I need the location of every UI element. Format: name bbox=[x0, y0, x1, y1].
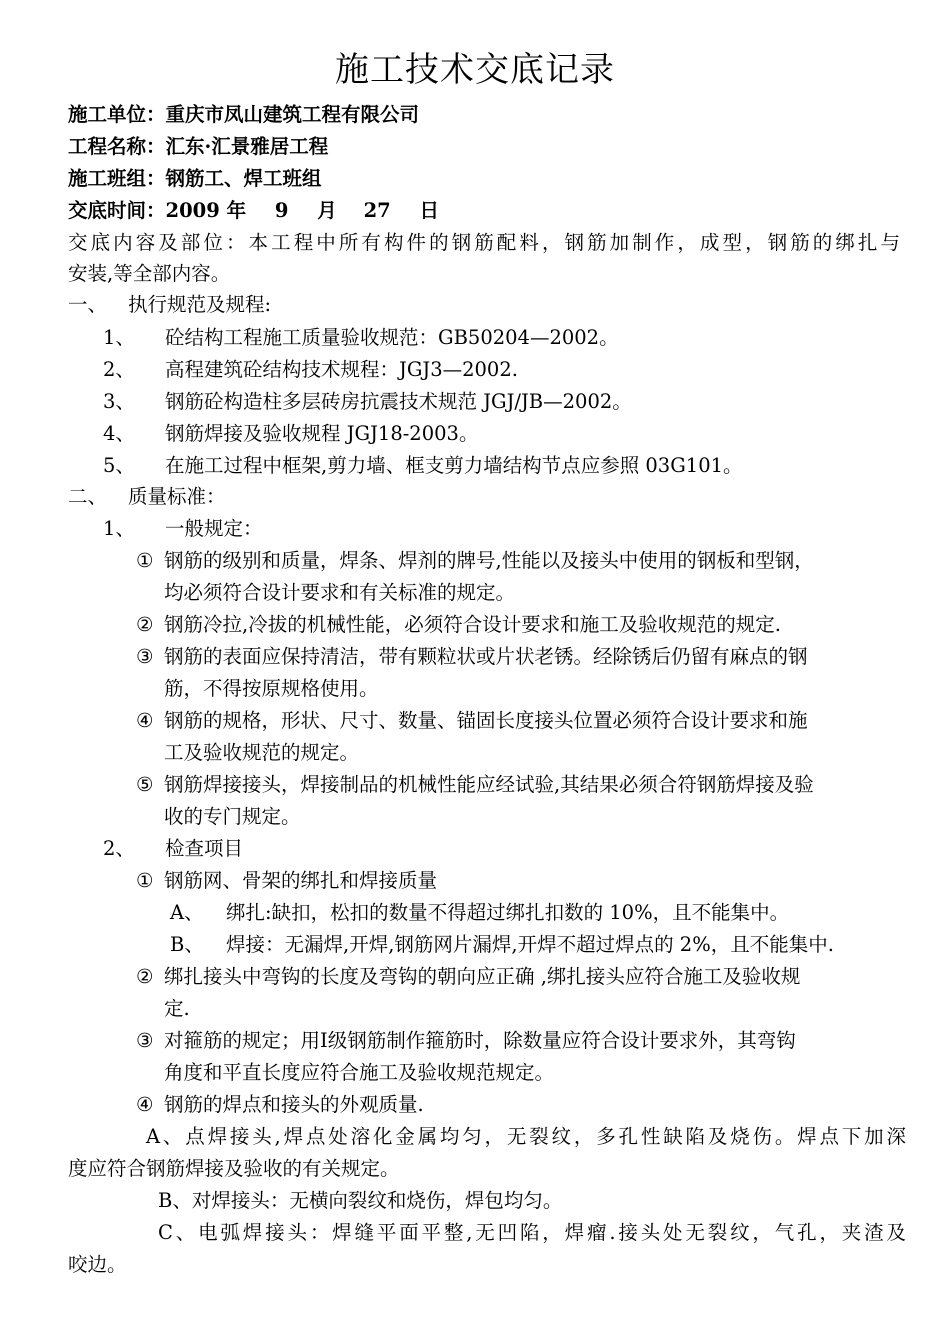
date-day: 27 bbox=[363, 199, 391, 222]
list-item bbox=[103, 451, 743, 481]
rule-text-continued: 收的专门规定。 bbox=[164, 805, 301, 828]
document-title: 施工技术交底记录 bbox=[335, 50, 615, 90]
intro-line-2: 安装,等全部内容。 bbox=[68, 262, 231, 285]
circled-number: ② bbox=[136, 965, 154, 988]
sub-mark: A、 bbox=[170, 901, 204, 924]
circled-number: ③ bbox=[136, 645, 154, 668]
rule-text-continued: 工及验收规范的规定。 bbox=[164, 741, 360, 764]
check-item bbox=[136, 962, 800, 992]
date-year-unit: 年 bbox=[226, 199, 247, 222]
arc-weld-paragraph-continued: 咬边。 bbox=[68, 1253, 127, 1276]
circled-number: ③ bbox=[136, 1029, 154, 1052]
item-text: 砼结构工程施工质量验收规范：GB50204—2002。 bbox=[165, 326, 619, 349]
check-text: 钢筋的焊点和接头的外观质量. bbox=[164, 1093, 424, 1116]
date-month: 9 bbox=[274, 199, 289, 222]
subsection2-heading bbox=[103, 834, 243, 864]
circled-number: ① bbox=[136, 549, 154, 572]
project-line bbox=[68, 132, 328, 162]
rule-item bbox=[136, 770, 814, 800]
rule-text-continued: 均必须符合设计要求和有关标准的规定。 bbox=[164, 581, 516, 604]
check-subitem-b bbox=[170, 930, 834, 960]
item-number: 4、 bbox=[103, 422, 135, 445]
check-text: 钢筋网、骨架的绑扎和焊接质量 bbox=[164, 869, 438, 892]
list-item bbox=[103, 419, 478, 449]
unit-line bbox=[68, 100, 419, 130]
subsection1-title: 一般规定： bbox=[165, 517, 263, 540]
item-number: 3、 bbox=[103, 390, 135, 413]
circled-number: ② bbox=[136, 613, 154, 636]
butt-weld-paragraph: B、对焊接头：无横向裂纹和烧伤，焊包均匀。 bbox=[158, 1189, 563, 1212]
date-day-unit: 日 bbox=[419, 199, 440, 222]
section2-heading bbox=[68, 482, 226, 512]
section2-title: 质量标准： bbox=[128, 485, 226, 508]
rule-item bbox=[136, 706, 808, 736]
section1-title: 执行规范及规程: bbox=[128, 293, 272, 316]
list-item bbox=[103, 355, 518, 385]
sub-text: 焊接：无漏焊,开焊,钢筋网片漏焊,开焊不超过焊点的 2%，且不能集中. bbox=[226, 933, 834, 956]
item-number: 5、 bbox=[103, 454, 135, 477]
date-month-unit: 月 bbox=[317, 199, 337, 222]
check-item bbox=[136, 866, 437, 896]
rule-item bbox=[136, 610, 781, 640]
date-label: 交底时间： bbox=[68, 199, 166, 222]
list-item bbox=[103, 323, 619, 353]
subsection1-heading bbox=[103, 514, 263, 544]
intro-line-1: 交底内容及部位：本工程中所有构件的钢筋配料，钢筋加制作，成型，钢筋的绑扎与 bbox=[68, 231, 900, 254]
circled-number: ④ bbox=[136, 709, 154, 732]
subsection2-number: 2、 bbox=[103, 837, 135, 860]
check-text: 绑扎接头中弯钩的长度及弯钩的朝向应正确 ,绑扎接头应符合施工及验收规 bbox=[164, 965, 801, 988]
rule-text: 钢筋焊接接头，焊接制品的机械性能应经试验,其结果必须合符钢筋焊接及验 bbox=[164, 773, 814, 796]
sub-text: 绑扎:缺扣，松扣的数量不得超过绑扎扣数的 10%，且不能集中。 bbox=[226, 901, 790, 924]
circled-number: ① bbox=[136, 869, 154, 892]
rule-item bbox=[136, 642, 808, 672]
item-text: 在施工过程中框架,剪力墙、框支剪力墙结构节点应参照 03G101。 bbox=[165, 454, 743, 477]
unit-value: 重庆市凤山建筑工程有限公司 bbox=[165, 103, 420, 126]
section1-number: 一、 bbox=[68, 293, 108, 316]
item-text: 钢筋砼构造柱多层砖房抗震技术规范 JGJ/JB—2002。 bbox=[165, 390, 632, 413]
rule-text: 钢筋的规格，形状、尺寸、数量、锚固长度接头位置必须符合设计要求和施 bbox=[164, 709, 808, 732]
rule-text: 钢筋冷拉,冷拔的机械性能，必须符合设计要求和施工及验收规范的规定. bbox=[164, 613, 781, 636]
section1-heading bbox=[68, 290, 271, 320]
item-number: 1、 bbox=[103, 326, 135, 349]
unit-label: 施工单位： bbox=[68, 103, 166, 126]
weld-point-paragraph: A、点焊接头,焊点处溶化金属均匀，无裂纹，多孔性缺陷及烧伤。焊点下加深 bbox=[146, 1125, 906, 1148]
team-label: 施工班组： bbox=[68, 167, 166, 190]
project-value: 汇东·汇景雅居工程 bbox=[165, 135, 329, 158]
check-text-continued: 定. bbox=[164, 997, 190, 1020]
project-label: 工程名称： bbox=[68, 135, 166, 158]
circled-number: ④ bbox=[136, 1093, 154, 1116]
item-number: 2、 bbox=[103, 358, 135, 381]
subsection2-title: 检查项目 bbox=[165, 837, 244, 860]
check-item bbox=[136, 1026, 796, 1056]
check-item bbox=[136, 1090, 424, 1120]
check-subitem-a bbox=[170, 898, 789, 928]
subsection1-number: 1、 bbox=[103, 517, 135, 540]
weld-point-paragraph-continued: 度应符合钢筋焊接及验收的有关规定。 bbox=[68, 1157, 400, 1180]
circled-number: ⑤ bbox=[136, 773, 154, 796]
team-value: 钢筋工、焊工班组 bbox=[165, 167, 322, 190]
date-year: 2009 bbox=[165, 199, 220, 222]
section2-number: 二、 bbox=[68, 485, 108, 508]
date-line bbox=[68, 196, 439, 226]
check-text-continued: 角度和平直长度应符合施工及验收规范规定。 bbox=[164, 1061, 555, 1084]
check-text: 对箍筋的规定；用Ⅰ级钢筋制作箍筋时，除数量应符合设计要求外，其弯钩 bbox=[164, 1029, 796, 1052]
item-text: 钢筋焊接及验收规程 JGJ18-2003。 bbox=[165, 422, 479, 445]
rule-text: 钢筋的表面应保持清洁，带有颗粒状或片状老锈。经除锈后仍留有麻点的钢 bbox=[164, 645, 808, 668]
rule-text-continued: 筋，不得按原规格使用。 bbox=[164, 677, 379, 700]
team-line bbox=[68, 164, 322, 194]
item-text: 高程建筑砼结构技术规程：JGJ3—2002. bbox=[165, 358, 518, 381]
arc-weld-paragraph: C、电弧焊接头：焊缝平面平整,无凹陷，焊瘤.接头处无裂纹，气孔，夹渣及 bbox=[158, 1221, 906, 1244]
rule-text: 钢筋的级别和质量，焊条、焊剂的牌号,性能以及接头中使用的钢板和型钢， bbox=[164, 549, 814, 572]
list-item bbox=[103, 387, 632, 417]
rule-item bbox=[136, 546, 814, 576]
sub-mark: B、 bbox=[170, 933, 204, 956]
